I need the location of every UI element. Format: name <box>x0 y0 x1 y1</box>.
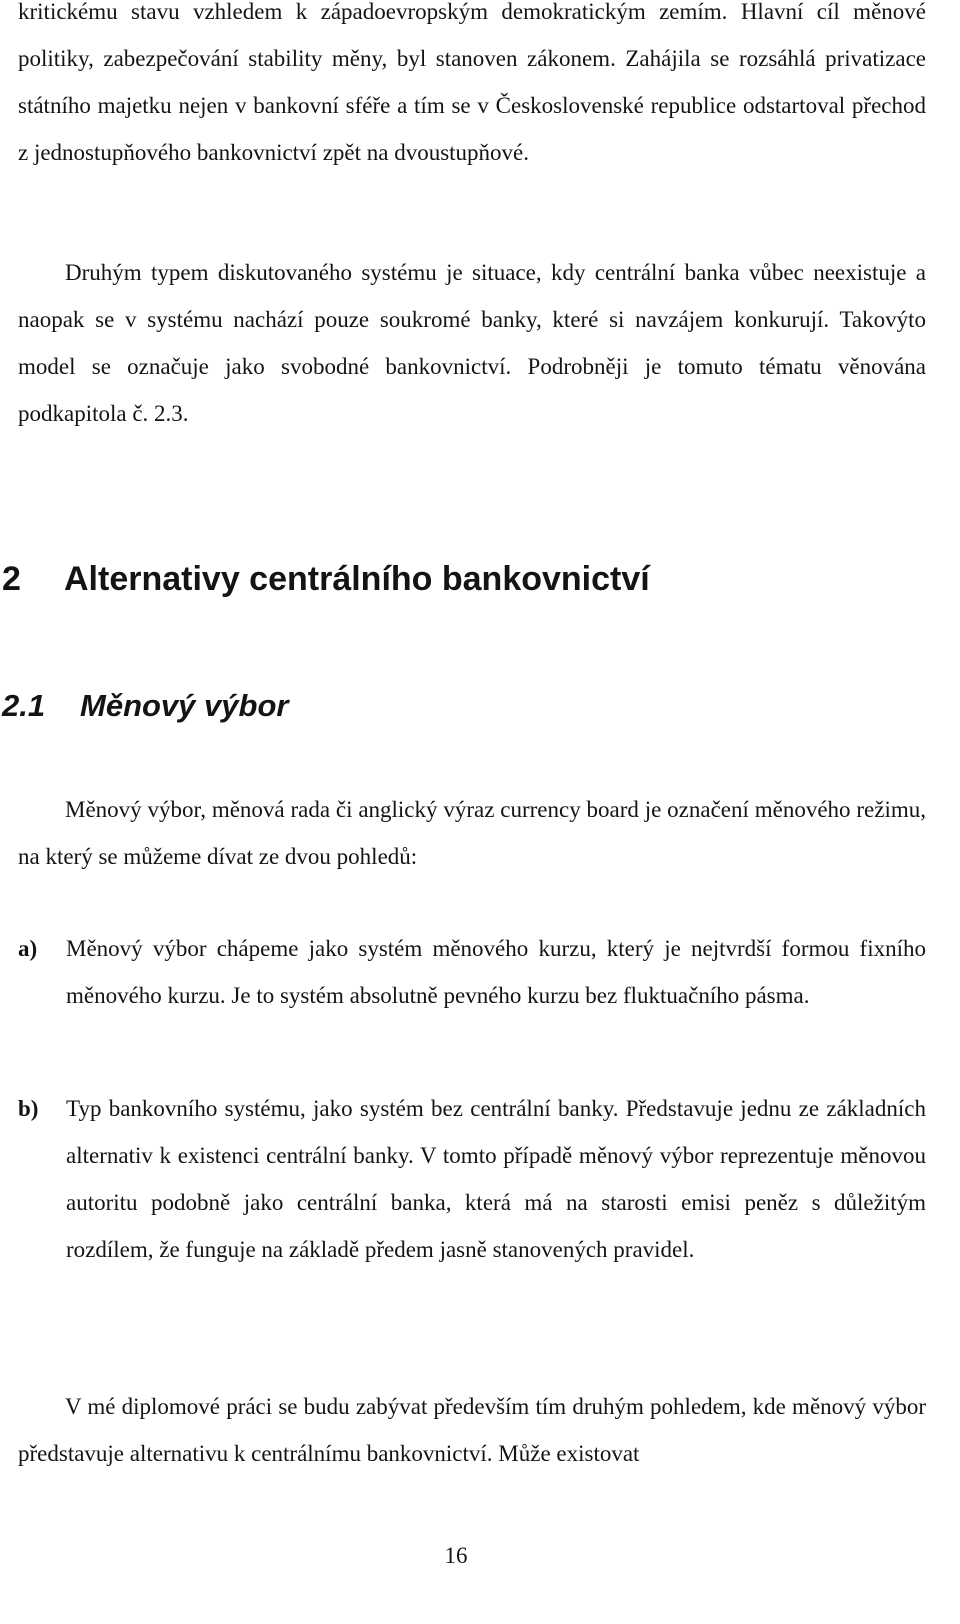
section-title: Měnový výbor <box>80 688 289 723</box>
chapter-number: 2 <box>2 560 21 598</box>
paragraph-privatization: kritickému stavu vzhledem k západoevropským demokratickým zemím. Hlavní cíl měnové politiky, zabezpečování stability měny, byl stanoven zákonem. Zahájila se rozsáhlá privatizace státního majetku nejen v bankovní sféře a tím se v Československé republice odstartoval přechod z jednostupňového bankovnictví zpět na dvoustupňové. <box>18 0 926 165</box>
chapter-heading <box>2 554 650 604</box>
section-number: 2.1 <box>2 688 46 723</box>
list-item-a <box>18 925 926 1019</box>
list-text-a: Měnový výbor chápeme jako systém měnového kurzu, který je nejtvrdší formou fixního měnového kurzu. Je to systém absolutně pevného kurzu bez fluktuačního pásma. <box>66 936 926 1008</box>
paragraph-thesis-focus: V mé diplomové práci se budu zabývat především tím druhým pohledem, kde měnový výbor představuje alternativu k centrálnímu bankovnictví. Může existovat <box>18 1394 926 1466</box>
chapter-title: Alternativy centrálního bankovnictví <box>64 560 650 598</box>
list-marker-b: b) <box>18 1096 39 1121</box>
paragraph-free-banking: Druhým typem diskutovaného systému je situace, kdy centrální banka vůbec neexistuje a naopak se v systému nachází pouze soukromé banky, které si navzájem konkurují. Takovýto model se označuje jako svobodné bankovnictví. Podrobněji je tomuto tématu věnována podkapitola č. 2.3. <box>18 260 926 426</box>
page-number: 16 <box>444 1543 468 1568</box>
list-item-b <box>18 1085 926 1273</box>
list-text-b: Typ bankovního systému, jako systém bez centrální banky. Představuje jednu ze základních alternativ k existenci centrální banky. V tomto případě měnový výbor reprezentuje měnovou autoritu podobně jako centrální banka, která má na starosti emisi peněz s důležitým rozdílem, že funguje na základě předem jasně stanovených pravidel. <box>66 1096 926 1262</box>
paragraph-currency-board-intro: Měnový výbor, měnová rada či anglický výraz currency board je označení měnového režimu, na který se můžeme dívat ze dvou pohledů: <box>18 797 926 869</box>
section-heading <box>2 684 288 728</box>
list-marker-a: a) <box>18 936 38 961</box>
